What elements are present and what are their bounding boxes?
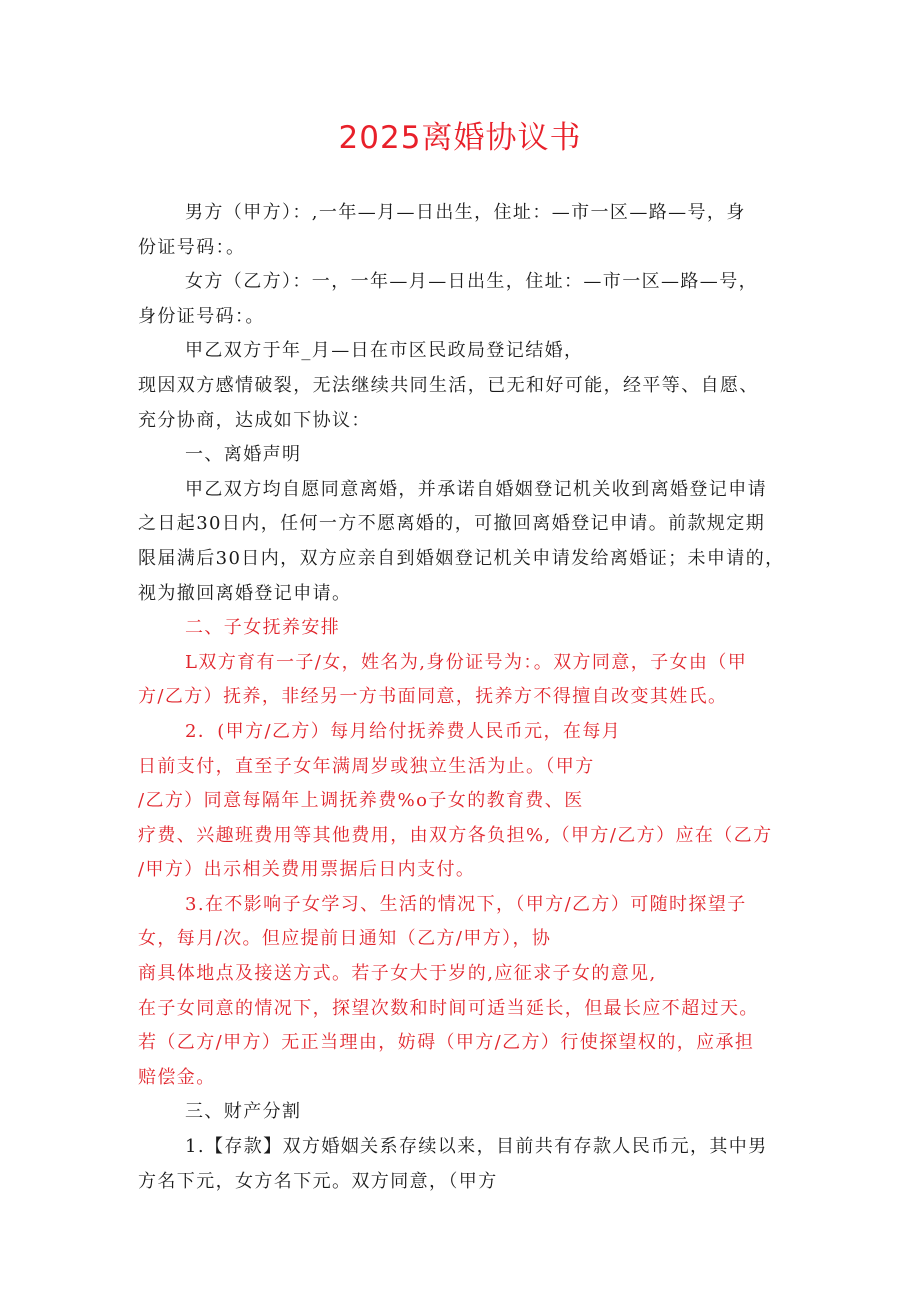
custody-item-2-line-2: 日前支付，直至子女年满周岁或独立生活为止。（甲方: [138, 755, 595, 777]
party-a-line-2: 份证号码：。: [138, 236, 246, 258]
property-item-1-line-1: 1.【存款】双方婚姻关系存续以来，目前共有存款人民币元，其中男: [185, 1136, 768, 1158]
custody-item-1-line-2: 方/乙方）抚养，非经另一方书面同意，抚养方不得擅自改变其姓氏。: [138, 686, 728, 708]
declaration-line-3: 限届满后30日内，双方应亲自到婚姻登记机关申请发给离婚证；未申请的，: [138, 547, 785, 569]
declaration-line-4: 视为撤回离婚登记申请。: [138, 582, 352, 604]
party-b-line-1: 女方（乙方）：一，一年—月—日出生，住址：—市一区—路—号，: [185, 271, 758, 293]
custody-item-3-line-1: 3.在不影响子女学习、生活的情况下，（甲方/乙方）可随时探望子: [185, 893, 747, 915]
party-a-line-1: 男方（甲方）：,一年—月—日出生，住址：—市一区—路—号，身: [185, 202, 746, 223]
declaration-line-1: 甲乙双方均自愿同意离婚，并承诺自婚姻登记机关收到离婚登记申请: [185, 478, 767, 500]
custody-item-2-line-3: /乙方）同意每隔年上调抚养费%o子女的教育费、医: [138, 790, 584, 812]
custody-item-2-line-1: 2．(甲方/乙方）每月给付抚养费人民币元，在每月: [185, 720, 622, 742]
document-body: [138, 196, 788, 1199]
document-title: 2025离婚协议书: [338, 120, 582, 156]
section-heading-child-custody: 二、子女抚养安排: [185, 617, 341, 639]
custody-item-2-line-5: /甲方）出示相关费用票据后日内支付。: [138, 859, 476, 881]
marriage-line-1: 甲乙双方于年_月—日在市区民政局登记结婚，: [185, 340, 584, 362]
custody-item-3-line-6: 赔偿金。: [138, 1066, 216, 1088]
property-item-1-line-2: 方名下元，女方名下元。双方同意，（甲方: [138, 1170, 498, 1192]
custody-item-3-line-4: 在子女同意的情况下，探望次数和时间可适当延长，但最长应不超过天。: [138, 997, 759, 1019]
section-heading-divorce-declaration: 一、离婚声明: [185, 444, 302, 466]
custody-item-2-line-4: 疗费、兴趣班费用等其他费用，由双方各负担%,（甲方/乙方）应在（乙方: [138, 824, 773, 846]
custody-item-3-line-3: 商具体地点及接送方式。若子女大于岁的,应征求子女的意见,: [138, 963, 657, 985]
party-b-line-2: 身份证号码：。: [138, 305, 265, 327]
custody-item-3-line-5: 若（乙方/甲方）无正当理由，妨碍（甲方/乙方）行使探望权的，应承担: [138, 1032, 755, 1054]
declaration-line-2: 之日起30日内，任何一方不愿离婚的，可撤回离婚登记申请。前款规定期: [138, 513, 766, 535]
custody-item-1-line-1: L双方育有一子/女，姓名为,身份证号为：。双方同意，子女由（甲: [185, 651, 748, 673]
section-heading-property-division: 三、财产分割: [185, 1101, 302, 1123]
marriage-line-2: 现因双方感情破裂，无法继续共同生活，已无和好可能，经平等、自愿、: [138, 374, 759, 396]
marriage-line-3: 充分协商，达成如下协议：: [138, 409, 371, 431]
custody-item-3-line-2: 女，每月/次。但应提前日通知（乙方/甲方），协: [138, 928, 552, 950]
